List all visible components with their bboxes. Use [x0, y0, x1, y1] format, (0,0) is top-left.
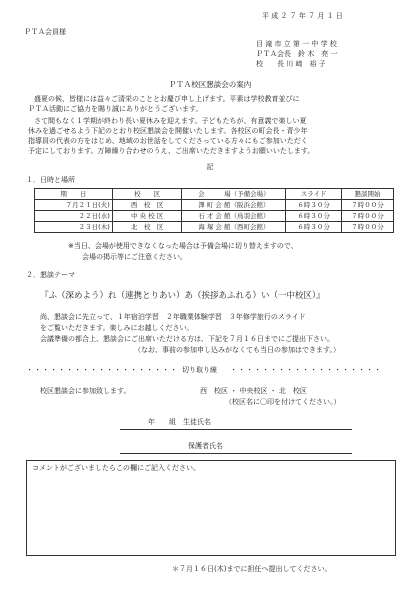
section-theme: ２．懇談テーマ	[26, 271, 75, 279]
body-line: 予定にしております。万障繰り合わせのうえ、ご出席いただきますようお願いいたします。	[28, 147, 315, 155]
district-options[interactable]: 西 校区 ・ 中央校区 ・ 北 校区	[200, 387, 307, 395]
cell-slide: ６時３０分	[286, 222, 342, 233]
cell-slide: ６時３０分	[286, 211, 342, 222]
cell-district: 中 央 校 区	[112, 211, 182, 222]
cell-slide: ６時３０分	[286, 200, 342, 211]
body-line: さて間もなく１学期が終わり長い夏休みを迎えます。子どもたちが、有意義で楽しい夏	[34, 117, 307, 125]
table-row	[35, 222, 394, 233]
cell-date: ２３日(木)	[35, 222, 113, 233]
cell-venue: 澤 町 会 館（阪浜会館）	[182, 200, 286, 211]
cell-district: 西 校 区	[112, 200, 182, 211]
comment-label: コメントがございましたらこの欄にご記入ください。	[32, 464, 200, 472]
venue-note: ※当日、会場が使用できなくなった場合は予備会場に切り替えますので、	[68, 242, 298, 250]
sender-pta-president: ＰＴＡ会長 鈴 木 亮 一	[256, 50, 338, 58]
cell-venue: 海 塚 会 館（西町会館）	[182, 222, 286, 233]
cut-line-dots: ・・・・・・・・・・・・・・・・・・・	[230, 366, 382, 374]
ki-heading: 記	[206, 163, 214, 171]
table-row	[35, 211, 394, 222]
issue-date: 平 成 ２ ７ 年 ７ 月 １ 日	[262, 12, 343, 20]
details-line: をご覧いただきます。楽しみにお越しください。	[40, 324, 194, 332]
header-slide: スライド	[286, 189, 342, 200]
header-venue: 会 場（予備会場）	[182, 189, 286, 200]
document-title: ＰＴＡ校区懇談会の案内	[168, 80, 252, 89]
comment-box[interactable]	[26, 460, 396, 556]
venue-note: 会場の掲示等にご注意ください。	[82, 253, 187, 261]
attend-label: 校区懇談会に参加致します。	[40, 387, 131, 395]
recipient: ＰＴＡ会員様	[24, 28, 66, 36]
guardian-name-label: 保護者氏名	[188, 442, 223, 450]
student-name-line[interactable]	[120, 429, 352, 430]
cell-date: ７月２１日(火)	[35, 200, 113, 211]
deadline-note: ＊７月１６日(木)までに担任へ提出してください。	[172, 565, 332, 573]
details-line: 尚、懇談会に先立って、１年宿泊学習 ２年職業体験学習 ３年修学旅行のスライド	[40, 313, 306, 321]
theme-text: 『ふ（深めよう）れ（連携とりあい）あ（挨拶あふれる）い（一中校区）』	[40, 291, 325, 301]
cell-date: ２２日(水)	[35, 211, 113, 222]
cell-district: 北 校 区	[112, 222, 182, 233]
body-line: 休みを過ごせるよう下記のとおり校区懇談会を開催いたします。各校区の町会長・青少年	[28, 127, 308, 135]
sender-principal: 校 長 川 﨑 裕 子	[256, 60, 326, 68]
cut-line-dots: ・・・・・・・・・・・・・・・・・・・	[26, 366, 178, 374]
cell-start: ７時００分	[342, 200, 394, 211]
header-district: 校 区	[112, 189, 182, 200]
cut-line-label: 切り取り線	[182, 366, 217, 374]
cell-start: ７時００分	[342, 222, 394, 233]
cell-start: ７時００分	[342, 211, 394, 222]
district-options-note: （校区名に〇印を付けてください。）	[225, 398, 341, 406]
body-line: 指導員の代表の方をはじめ、地域のお世話をしてくださっている方々にもご参加いただく	[28, 137, 308, 145]
body-line: ＰＴＡ活動にご協力を賜り誠にありがとうございます。	[28, 105, 203, 113]
sender-school: 目 滝 市 立 第 一 中 学 校	[256, 40, 337, 48]
header-start: 懇談開始	[342, 189, 394, 200]
table-header-row	[35, 189, 394, 200]
cell-venue: 石 才 会 館（鳥羽会館）	[182, 211, 286, 222]
guardian-name-line[interactable]	[120, 453, 352, 454]
body-line: 盛夏の候、皆様には益々ご清栄のこととお慶び申し上げます。平素は学校教育並びに	[34, 95, 300, 103]
details-line: （なお、事前の参加申し込みがなくても当日の参加はできます。）	[134, 346, 340, 354]
section-date-place: １．日時と場所	[26, 176, 75, 184]
details-line: 会議準備の都合上、懇談会にご出席いただける方は、下記を７月１６日までにご提出下さい。	[40, 335, 334, 343]
student-name-label: 年 組 生徒氏名	[148, 418, 211, 426]
schedule-table	[34, 188, 394, 233]
header-date: 期 日	[35, 189, 113, 200]
table-row	[35, 200, 394, 211]
